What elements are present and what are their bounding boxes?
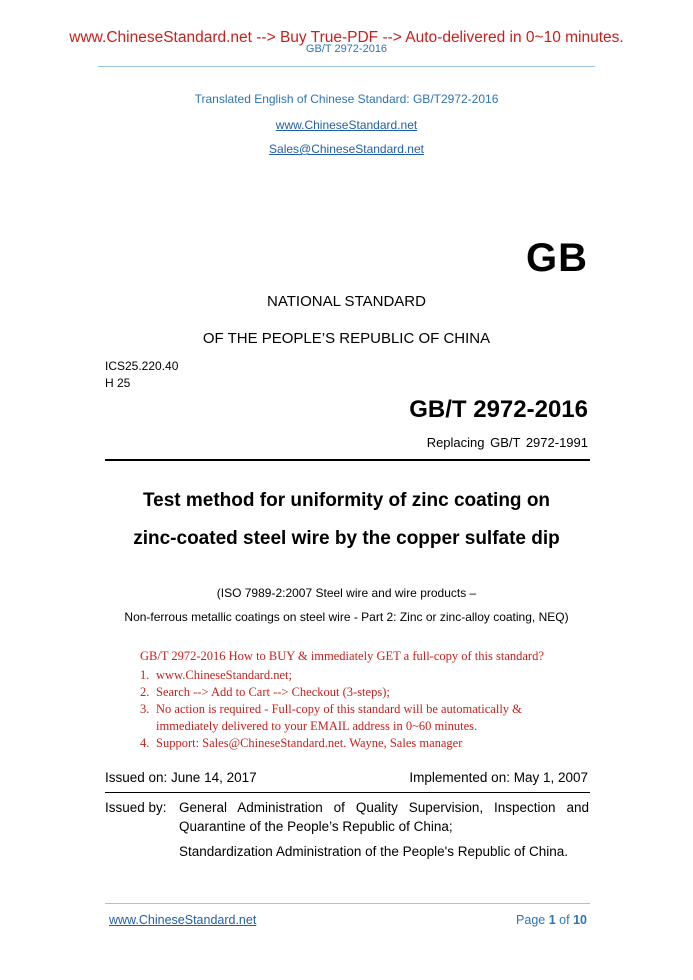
- gb-logo: GB: [526, 236, 588, 280]
- total-pages: 10: [573, 913, 587, 927]
- translated-title: Translated English of Chinese Standard: GB/T2972-2016: [194, 92, 499, 106]
- purchase-instructions-title: GB/T 2972-2016 How to BUY & immediately GET a full-copy of this standard?: [140, 649, 544, 663]
- national-standard-heading: NATIONAL STANDARD: [267, 293, 426, 310]
- list-item: [140, 667, 544, 684]
- issued-on-date: Issued on: June 14, 2017: [105, 770, 257, 785]
- list-item-continuation: immediately delivered to your EMAIL address in 0~60 minutes.: [156, 719, 478, 733]
- title-divider: [105, 459, 590, 461]
- dates-divider: [105, 792, 590, 793]
- step-number: 3.: [140, 702, 150, 716]
- sales-link-row: [0, 140, 693, 158]
- issuer-line-3: Standardization Administration of the People's Republic of China.: [179, 844, 569, 859]
- page-of: of: [559, 913, 570, 927]
- step-text: Search --> Add to Cart --> Checkout (3-steps);: [156, 685, 390, 699]
- iso-reference-line-1: (ISO 7989-2:2007 Steel wire and wire products –: [216, 586, 477, 600]
- page-label: Page: [516, 913, 546, 927]
- purchase-steps: [140, 667, 544, 752]
- site-link[interactable]: www.ChineseStandard.net: [275, 118, 418, 132]
- document-title-line-1: Test method for uniformity of zinc coating on: [142, 490, 551, 511]
- standard-number: GB/T 2972-2016: [409, 396, 588, 423]
- step-number: 2.: [140, 685, 150, 699]
- footer-divider: [105, 903, 590, 904]
- step-text[interactable]: www.ChineseStandard.net;: [156, 668, 292, 682]
- country-heading: OF THE PEOPLE’S REPUBLIC OF CHINA: [202, 330, 491, 347]
- header-standard-code: GB/T 2972-2016: [305, 43, 388, 55]
- iso-reference-line-2: Non-ferrous metallic coatings on steel wire - Part 2: Zinc or zinc-alloy coating, NEQ): [124, 610, 569, 624]
- step-number: 4.: [140, 736, 150, 750]
- purchase-instructions: [140, 648, 544, 752]
- header-divider: [98, 66, 595, 67]
- step-text: Support: Sales@ChineseStandard.net. Wayne, Sales manager: [156, 736, 463, 750]
- footer-site-link[interactable]: www.ChineseStandard.net: [109, 913, 257, 927]
- list-item: [140, 701, 544, 718]
- list-item: [140, 735, 544, 752]
- step-number: 1.: [140, 668, 150, 682]
- replacing-note: Replacing GB/T 2972-1991: [426, 435, 588, 450]
- ics-code: ICS25.220.40: [105, 359, 179, 373]
- ccs-code: H 25: [105, 376, 131, 390]
- issued-by-label: Issued by:: [105, 800, 167, 815]
- page-number: [516, 913, 587, 927]
- step-text: No action is required - Full-copy of this standard will be automatically &: [156, 702, 522, 716]
- implemented-on-date: Implemented on: May 1, 2007: [409, 770, 588, 785]
- promo-banner[interactable]: www.ChineseStandard.net --> Buy True-PDF --> Auto-delivered in 0~10 minutes.: [69, 29, 624, 46]
- sales-email-link[interactable]: Sales@ChineseStandard.net: [269, 142, 424, 156]
- list-item: [140, 684, 544, 701]
- current-page: 1: [548, 913, 556, 927]
- issuer-line-1: General Administration of Quality Supervision, Inspection and: [179, 800, 589, 815]
- site-link-row: [0, 116, 693, 134]
- document-title-line-2: zinc-coated steel wire by the copper sulfate dip: [133, 528, 560, 549]
- issuer-line-2: Quarantine of the People’s Republic of China;: [179, 819, 453, 834]
